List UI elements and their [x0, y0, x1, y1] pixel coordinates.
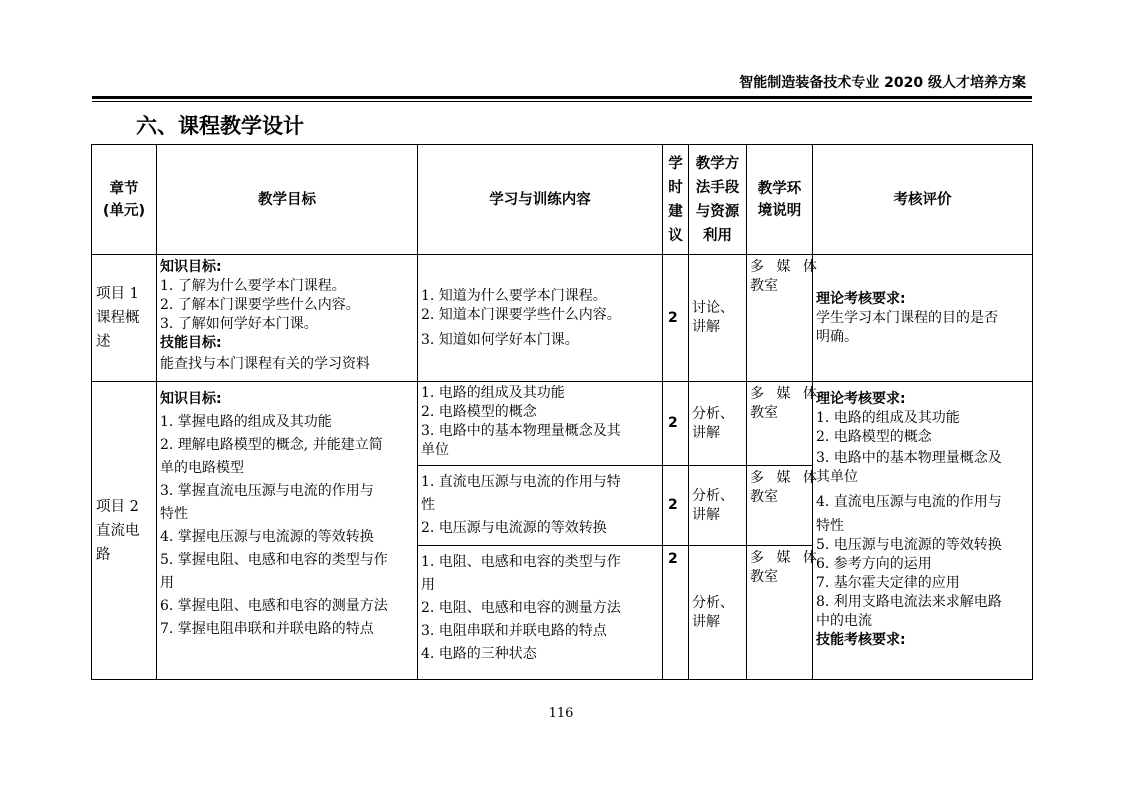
assess-project-2: 理论考核要求: 1. 电路的组成及其功能 2. 电路模型的概念 3. 电路中的基本物理量概念及 其单位 4. 直流电压源与电流的作用与 特性 5. 电压源与电流源的等效转换 6. 参考方向的运用 7. 基尔霍夫定律的应用 8. 利用支路电流法来求解电路 中的电流 技能考核要求:: [813, 382, 1033, 680]
table-row-project-2-a: [92, 382, 1033, 466]
header-title: 智能制造装备技术专业 2020 级人才培养方案: [739, 75, 1026, 91]
env-project-2-c: 多 媒 体 教室: [747, 546, 813, 680]
header-content: 学习与训练内容: [418, 145, 663, 255]
chapter-project-1: 项目 1 课程概 述: [92, 255, 157, 382]
content-project-1: 1. 知道为什么要学本门课程。 2. 知道本门课要学些什么内容。 3. 知道如何学好本门课。: [418, 255, 663, 382]
hours-project-2-b: 2: [663, 466, 689, 546]
hours-project-1: 2: [663, 255, 689, 382]
hours-project-2-a: 2: [663, 382, 689, 466]
document-header: [92, 0, 1032, 103]
goals-project-2: 知识目标: 1. 掌握电路的组成及其功能 2. 理解电路模型的概念, 并能建立简 单的电路模型 3. 掌握直流电压源与电流的作用与 特性 4. 掌握电压源与电流源的等效转换 5. 掌握电阻、电感和电容的类型与作 用 6. 掌握电阻、电感和电容的测量方法 7. 掌握电阻串联和并联电路的特点: [157, 382, 418, 680]
section-title: 六、课程教学设计: [136, 114, 304, 138]
header-methods: 教学方 法手段 与资源 利用: [689, 145, 747, 255]
header-goals: 教学目标: [157, 145, 418, 255]
content-project-2-b: 1. 直流电压源与电流的作用与特 性 2. 电压源与电流源的等效转换: [418, 466, 663, 546]
hours-project-2-c: 2: [663, 546, 689, 680]
header-assess: 考核评价: [813, 145, 1033, 255]
header-rule-thick: [92, 96, 1032, 99]
content-project-2-a: 1. 电路的组成及其功能 2. 电路模型的概念 3. 电路中的基本物理量概念及其 单位: [418, 382, 663, 466]
page-number: 116: [548, 706, 574, 721]
env-project-2-b: 多 媒 体 教室: [747, 466, 813, 546]
methods-project-1: 讨论、 讲解: [689, 255, 747, 382]
env-project-2-a: 多 媒 体 教室: [747, 382, 813, 466]
header-hours: 学 时 建 议: [663, 145, 689, 255]
goals-project-1: 知识目标: 1. 了解为什么要学本门课程。 2. 了解本门课要学些什么内容。 3. 了解如何学好本门课。 技能目标: 能查找与本门课程有关的学习资料: [157, 255, 418, 382]
methods-project-2-c: 分析、 讲解: [689, 546, 747, 680]
env-project-1: 多 媒 体 教室: [747, 255, 813, 382]
table-row-project-1: [92, 255, 1033, 382]
header-rule-thin: [92, 101, 1032, 102]
header-chapter: 章节 (单元): [92, 145, 157, 255]
methods-project-2-a: 分析、 讲解: [689, 382, 747, 466]
table-header-row: [92, 145, 1033, 255]
methods-project-2-b: 分析、 讲解: [689, 466, 747, 546]
content-project-2-c: 1. 电阻、电感和电容的类型与作 用 2. 电阻、电感和电容的测量方法 3. 电阻串联和并联电路的特点 4. 电路的三种状态: [418, 546, 663, 680]
chapter-project-2: 项目 2 直流电 路: [92, 382, 157, 680]
course-design-table: [91, 144, 1033, 680]
header-env: 教学环 境说明: [747, 145, 813, 255]
assess-project-1: 理论考核要求: 学生学习本门课程的目的是否 明确。: [813, 255, 1033, 382]
